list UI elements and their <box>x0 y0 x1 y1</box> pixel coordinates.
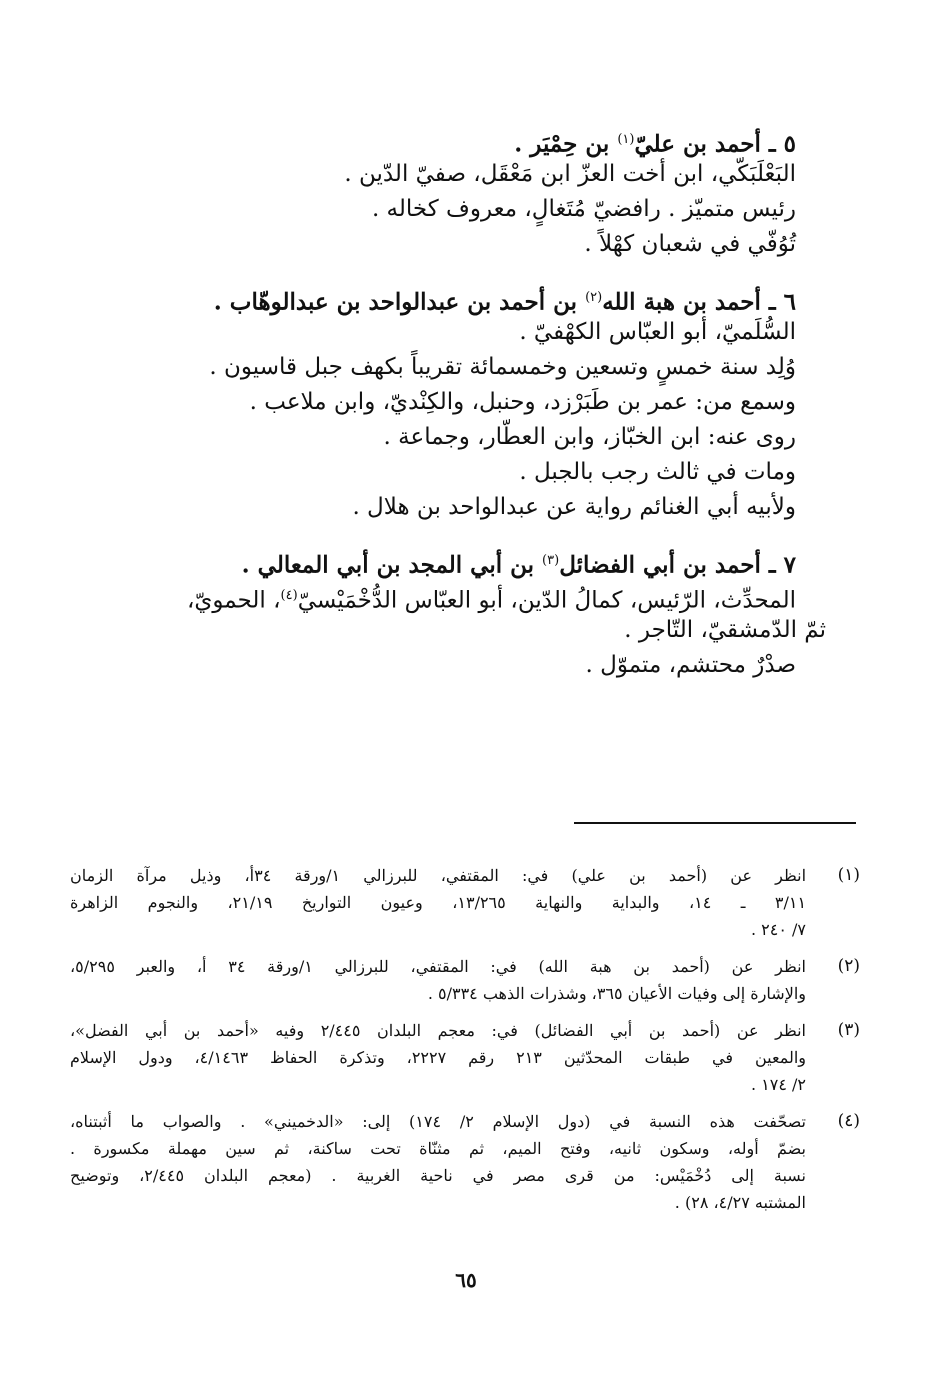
entry-7-line-3: صدْرٌ محتشم، متموّل . <box>585 652 796 678</box>
entry-name: ـ أحمد بن عليّ <box>634 130 776 158</box>
footnote-line: انظر عن (أحمد بن هبة الله) في: المقتفي، للبرزالي ١/ورقة ٣٤ أ، والعبر ٥/٢٩٥، <box>70 957 807 976</box>
footnote-line: تصحّفت هذه النسبة في (دول الإسلام ٢/ ١٧٤) إلى: «الدخميني» . والصواب ما أثبتناه، <box>70 1112 807 1131</box>
entry-7-line-1 <box>96 578 796 613</box>
footnote-line: المشتبه ٤/٢٧، ٢٨) . <box>674 1193 806 1212</box>
entry-number: ٦ <box>783 288 796 316</box>
footnote-body <box>70 1108 806 1216</box>
entry-7-line-1-text: المحدِّث، الرّئيس، كمالُ الدّين، أبو العبّاس الدُّخْمَيْسيّ <box>297 587 796 614</box>
entry-7-line-2: ثمّ الدّمشقيّ، التّاجر . <box>624 617 826 643</box>
footnote-3 <box>70 1017 860 1098</box>
footnote-ref-2: (٢) <box>585 290 603 305</box>
footnotes <box>70 862 860 1226</box>
page-number: ٦٥ <box>455 1268 477 1292</box>
entry-heading-6 <box>96 280 796 315</box>
entry-7-line-1-rest: ، الحمويّ، <box>186 587 281 614</box>
entry-6-line-4: روى عنه: ابن الخبّاز، وابن العطّار، وجماعة . <box>383 424 796 450</box>
entry-name-rest: بن أحمد بن عبدالواحد بن عبدالوهّاب . <box>213 288 586 316</box>
entry-name: ـ أحمد بن أبي الفضائل <box>559 551 776 579</box>
footnote-number: (٤) <box>837 1111 860 1131</box>
footnote-1 <box>70 862 860 943</box>
footnote-line: بضمّ أوله، وسكون ثانيه، وفتح الميم، ثم مثنّاة تحت ساكنة، ثم سين مهملة مكسورة . <box>70 1139 806 1158</box>
footnote-line: والمعين في طبقات المحدّثين ٢١٣ رقم ٢٢٢٧، وتذكرة الحفاظ ٤/١٤٦٣، ودول الإسلام <box>70 1048 806 1067</box>
footnote-line: ٣/١١ ـ ١٤، والبداية والنهاية ١٣/٢٦٥، وعيون التواريخ ٢١/١٩، والنجوم الزاهرة <box>70 893 807 912</box>
entry-name: ـ أحمد بن هبة الله <box>602 288 776 316</box>
entry-6-line-6: ولأبيه أبي الغنائم رواية عن عبدالواحد بن هلال . <box>352 494 796 520</box>
entry-heading-7 <box>96 543 796 578</box>
footnote-body <box>70 953 806 1007</box>
footnote-number: (١) <box>837 865 860 885</box>
footnote-line: انظر عن (أحمد بن أبي الفضائل) في: معجم البلدان ٢/٤٤٥ وفيه «أحمد بن أبي الفضل»، <box>70 1021 806 1040</box>
entry-5-line-2: رئيس متميّز . رافضيّ مُتَغالٍ، معروف كخاله . <box>371 196 796 222</box>
footnote-line: والإشارة إلى وفيات الأعيان ٣٦٥، وشذرات الذهب ٥/٣٣٤ . <box>427 984 806 1003</box>
entry-6-line-3: وسمع من: عمر بن طَبَرْزد، وحنبل، والكِنْديّ، وابن ملاعب . <box>249 389 796 415</box>
footnote-body <box>70 862 806 943</box>
entry-6-line-2: وُلِد سنة خمسٍ وتسعين وخمسمائة تقريباً بكهف جبل قاسيون . <box>209 354 796 380</box>
entry-5-line-3: تُوُفّي في شعبان كهْلاً . <box>584 231 796 257</box>
main-text <box>96 122 826 683</box>
footnote-2 <box>70 953 860 1007</box>
entry-number: ٧ <box>783 551 796 579</box>
footnote-ref-3: (٣) <box>542 553 560 568</box>
footnote-line: ٧/ ٢٤٠ . <box>750 920 806 939</box>
footnote-line: ٢/ ١٧٤ . <box>750 1075 806 1094</box>
footnote-line: انظر عن (أحمد بن علي) في: المقتفي، للبرزالي ١/ورقة ٣٤أ، وذيل مرآة الزمان <box>70 866 807 885</box>
entry-5-line-1: البَعْلَبَكّي، ابن أخت العزّ ابن مَعْقَل، صفيّ الدّين . <box>344 161 796 187</box>
entry-heading-5 <box>96 122 796 157</box>
footnote-ref-1: (١) <box>617 132 635 147</box>
footnote-divider <box>574 822 856 824</box>
entry-name-rest: بن أبي المجد بن أبي المعالي . <box>241 551 543 579</box>
footnote-line: نسبة إلى دُخْمَيْس: من قرى مصر في ناحية الغربية . (معجم البلدان ٢/٤٤٥، وتوضيح <box>70 1166 806 1185</box>
entry-name-rest: بن حِمْيَر . <box>514 130 618 158</box>
footnote-ref-4: (٤) <box>280 588 298 603</box>
entry-6-line-5: ومات في ثالث رجب بالجبل . <box>519 459 796 485</box>
footnote-number: (٢) <box>837 956 860 976</box>
entry-6-line-1: السُّلَميّ، أبو العبّاس الكهْفيّ . <box>519 319 796 345</box>
entry-number: ٥ <box>783 130 796 158</box>
footnote-body <box>70 1017 806 1098</box>
footnote-number: (٣) <box>837 1020 860 1040</box>
footnote-4 <box>70 1108 860 1216</box>
